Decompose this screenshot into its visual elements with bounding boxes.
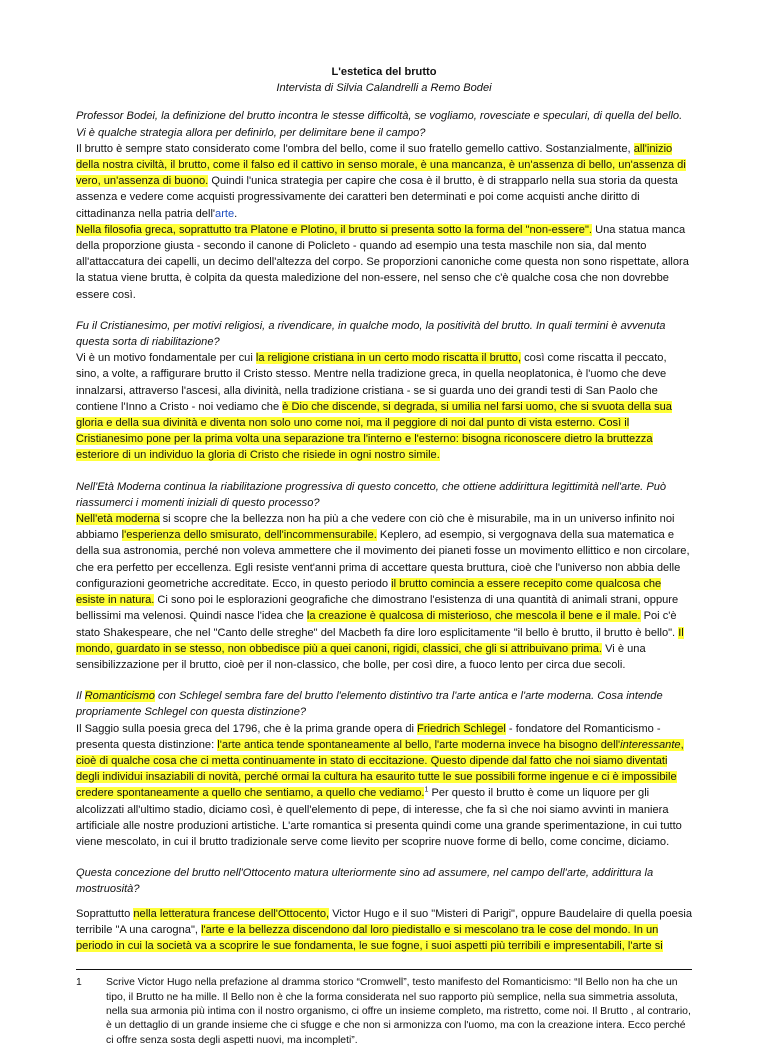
footnote-separator	[76, 969, 692, 970]
highlighted-text: Romanticismo	[84, 690, 155, 703]
text-run: .	[234, 207, 238, 220]
text-run: Ci sono poi le esplorazioni geografiche che dimostrano l'esistenza di una quantità di animali strani, oppure bellissimi ma velenosi. Quindi nasce l'idea che	[76, 594, 679, 623]
highlighted-text: nella letteratura francese dell'Ottocento,	[133, 907, 330, 920]
highlighted-text: l'arte e la bellezza discendono dal loro piedistallo e si mescolano tra le cose del mondo. In un periodo in cui la società va a scoprire le sue fondamenta, le sue fogne, i suoi aspetti più terribili e impresentabili, l'arte si	[76, 923, 663, 952]
text-run: Keplero, ad esempio, si vergognava della sua matematica e della sua astronomia, perché non voleva ammettere che il movimento dei pianeti fosse un movimento ellittico e non circolare, che era perfetto per eccellenza. Egli resiste vent'anni prima di accettare questa bruttura, cioè che l'universo non abbia delle configurazioni geometriche accreditate. Ecco, in questo periodo	[76, 529, 690, 590]
text-run: Una statua manca della proporzione giusta - secondo il canone di Policleto - quando ad esempio una testa maschile non sia, dal mento all'attaccatura dei capelli, un decimo dell'altezza del corpo. Se proporzioni canoniche come questa non sono rispettate, allora la statua viene brutta, è colpita da questa maledizione del non-essere, nel senso che c'è qualche cosa che non dovrebbe essere così.	[76, 223, 689, 301]
text-run: Soprattutto	[76, 907, 134, 920]
document-page	[76, 64, 692, 1048]
interview-answer	[76, 141, 692, 222]
document-title: L'estetica del brutto	[331, 66, 437, 78]
highlighted-text: l'esperienza dello smisurato, dell'incommensurabile.	[121, 529, 377, 542]
document-subtitle: Intervista di Silvia Calandrelli a Remo Bodei	[276, 82, 492, 95]
interview-answer	[76, 350, 692, 463]
text-run: Il Saggio sulla poesia greca del 1796, che è la prima grande opera di	[76, 722, 418, 735]
highlighted-text: la creazione è qualcosa di misterioso, che mescola il bene e il male.	[306, 610, 641, 623]
text-run: Il brutto è sempre stato considerato come l'ombra del bello, come il suo fratello gemello cattivo. Sostanzialmente,	[76, 142, 634, 155]
text-run: - fondatore del Romanticismo - presenta questa distinzione:	[76, 722, 661, 751]
interview-answer	[76, 222, 692, 303]
document-body	[76, 108, 692, 954]
text-run: Victor Hugo e il suo "Misteri di Parigi", oppure Baudelaire di quella poesia terribile "A una carogna",	[76, 907, 692, 936]
footnote-reference: 1	[424, 786, 429, 794]
highlighted-text: Nella filosofia greca, soprattutto tra Platone e Plotino, il brutto si presenta sotto la forma del "non-essere".	[76, 223, 592, 236]
interview-question: Nell'Età Moderna continua la riabilitazione progressiva di questo concetto, che ottiene addirittura legittimità nell'arte. Può riassumerci i momenti iniziali di questo processo?	[76, 480, 667, 509]
text-run: si scopre che la bellezza non ha più a che vedere con ciò che è misurabile, ma in un universo infinito noi abbiamo	[76, 513, 675, 542]
interview-question: Professor Bodei, la definizione del brutto incontra le stesse difficoltà, se vogliamo, rovesciate e speculari, di quella del bello. Vi è qualche strategia allora per definirlo, per delimitare bene il campo?	[76, 110, 683, 139]
interview-answer	[76, 511, 692, 673]
interview-answer	[76, 721, 692, 851]
text-run: Quindi l'unica strategia per capire che cosa è il brutto, è di strapparlo nella sua storia da questa assenza e vedere come acquisti progressivamente dei caratteri ben determinati e poi come acquisti anche diritto di cittadinanza nella patria dell'	[76, 175, 678, 220]
highlighted-text: il brutto comincia a essere recepito come qualcosa che esiste in natura.	[76, 577, 662, 607]
highlighted-text: la religione cristiana in un certo modo riscatta il brutto,	[255, 352, 522, 365]
highlighted-text: interessante	[620, 738, 681, 751]
text-link[interactable]: arte	[215, 207, 235, 220]
interview-answer	[76, 906, 692, 955]
highlighted-text: Friedrich Schlegel	[417, 722, 506, 735]
highlighted-text: l'arte antica tende spontaneamente al bello, l'arte moderna invece ha bisogno dell'	[217, 738, 621, 751]
interview-question: Questa concezione del brutto nell'Ottocento matura ulteriormente sino ad assumere, nel campo dell'arte, addirittura la mostruosità?	[76, 867, 654, 896]
footnote-number: 1	[76, 977, 82, 989]
text-run: Il	[76, 690, 85, 703]
footnote-text: Scrive Victor Hugo nella prefazione al dramma storico “Cromwell”, testo manifesto del Romanticismo: “Il Bello non ha che un tipo, il Brutto ne ha mille. Il Bello non è che la forma considerata nel suo rapporto più semplice, nella sua simmetria assoluta, nella sua armonia più intima con il nostro organismo, ci offre un insieme completo, ma ristretto, come noi. Il Brutto , al contrario, è un dettaglio di un grande insieme che ci sfugge e che non si armonizza con l'uomo, ma con la creazione intera. Ecco perché ci offre senza sosta degli aspetti nuovi, ma incompleti”.	[106, 977, 691, 1046]
highlighted-text: è Dio che discende, si degrada, si umilia nel farsi uomo, che si svuota della sua gloria e della sua divinità e diventa non solo uno come noi, ma il peggiore di noi dal punto di vista esterno. Così il Cristianesimo pone per la prima volta una separazione tra l'interno e l'esterno: bisogna riconoscere dietro la bruttezza esteriore di un individuo la gloria di Cristo che risiede in ogni nostro simile.	[76, 400, 672, 462]
interview-question	[76, 688, 692, 720]
text-run: Vi è una sensibilizzazione per il brutto, cioè per il non-classico, che bolle, per così dire, a fuoco lento per circa due secoli.	[76, 642, 646, 671]
text-run: così come riscatta il peccato, sino, a volte, a raffigurare brutto il Cristo stesso. Mentre nella tradizione greca, in quella neoplatonica, è l'uomo che deve innalzarsi, attraverso l'ascesi, alla divinità, nella tradizione cristiana - se si guarda uno dei grandi testi di San Paolo che contiene l'Inno a Cristo - noi vediamo che	[76, 352, 667, 413]
highlighted-text: Il mondo, guardato in se stesso, non obbedisce più a quei canoni, rigidi, classici, che gli si attribuivano prima.	[76, 626, 684, 655]
text-run: Per questo il brutto è come un liquore per gli alcolizzati all'ultimo stadio, diciamo così, è quell'elemento di pepe, di interesse, che fa sì che noi siamo avvinti in maniera artificiale alle nostre produzioni artistiche. L'arte romantica si presenta quindi come una grande sperimentazione, in cui tutto viene mescolato, in cui il brutto tradizionale serve come lievito per scoprire nuove forme di bello, come concime, diciamo.	[76, 787, 682, 848]
text-run: Poi c'è stato Shakespeare, che nel "Canto delle streghe" del Macbeth fa dire loro esplicitamente "il bello è brutto, il brutto è bello".	[76, 610, 679, 639]
highlighted-text: , cioè di qualche cosa che ci metta continuamente in stato di eccitazione. Questo dipende dal fatto che noi siamo diventati degli individui insaziabili di novità, perché ormai la cultura ha esaurito tutte le sue possibili forme ingenue e ci è impossibile credere spontaneamente a quello che sentiamo, a quello che vediamo.	[76, 738, 684, 800]
text-run: Vi è un motivo fondamentale per cui	[76, 352, 256, 365]
highlighted-text: Nell'età moderna	[76, 513, 160, 526]
highlighted-text: all'inizio della nostra civiltà, il brutto, come il falso ed il cattivo in senso morale, è una mancanza, è un'assenza di bello, un'assenza di vero, un'assenza di buono.	[76, 142, 686, 188]
interview-question: Fu il Cristianesimo, per motivi religiosi, a rivendicare, in qualche modo, la positività del brutto. In quali termini è avvenuta questa sorta di riabilitazione?	[76, 319, 666, 349]
footnote	[76, 976, 692, 1048]
text-run: con Schlegel sembra fare del brutto l'elemento distintivo tra l'arte antica e l'arte moderna. Cosa intende propriamente Schlegel con questa distinzione?	[76, 690, 663, 719]
